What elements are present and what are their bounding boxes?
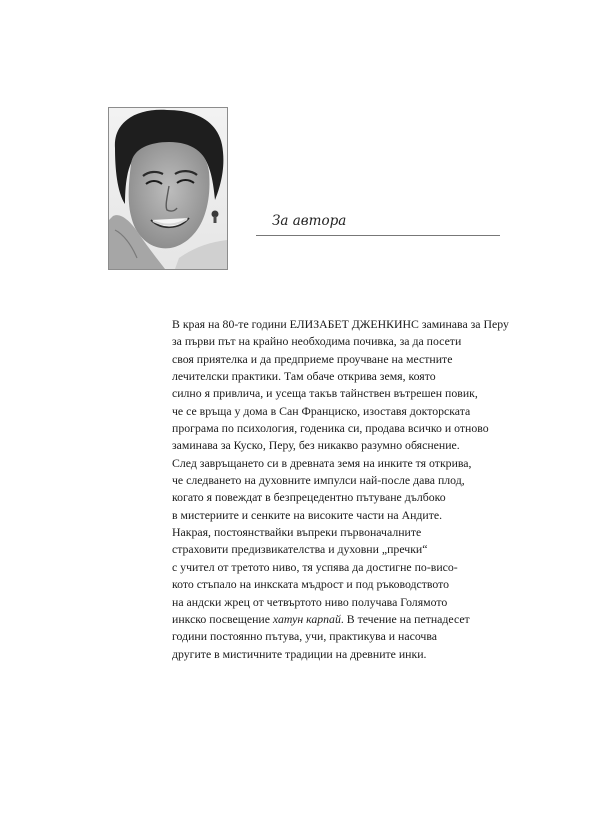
bio-line: След завръщането си в древната земя на инките тя открива,	[172, 455, 472, 470]
bio-line: лечителски практики. Там обаче открива земя, която	[172, 369, 436, 384]
bio-line: силно я привлича, и усеща такъв тайнствен вътрешен повик,	[172, 386, 478, 401]
author-photo	[108, 107, 228, 270]
bio-line: с учител от третото ниво, тя успява да достигне по-висо-	[172, 559, 458, 574]
initiation-term: хатун карпай	[272, 611, 341, 626]
bio-line: Накрая, постоянствайки въпреки първоначалните	[172, 525, 422, 540]
bio-line: когато я повеждат в безпрецедентно пътуване дълбоко	[172, 490, 446, 505]
bio-line	[172, 611, 512, 628]
section-title: За автора	[272, 213, 347, 229]
bio-line: своя приятелка и да предприеме проучване на местните	[172, 351, 453, 366]
author-bio	[172, 316, 512, 663]
bio-line: заминава за Куско, Перу, без никакво разумно обяснение.	[172, 438, 460, 453]
bio-line: В края на 80-те години ЕЛИЗАБЕТ ДЖЕНКИНС заминава за Перу	[172, 317, 509, 331]
bio-line: години постоянно пътува, учи, практикува и насочва	[172, 629, 437, 644]
bio-line: на андски жрец от четвъртото ниво получава Голямото	[172, 594, 448, 609]
title-divider	[256, 235, 500, 236]
bio-line: програма по психология, годеника си, продава всичко и отново	[172, 421, 489, 436]
bio-line: страховити предизвикателства и духовни „пречки“	[172, 542, 428, 557]
bio-line: за първи път на крайно необходима почивка, за да посети	[172, 334, 462, 349]
bio-line-suffix: . В течение на петнадесет	[340, 611, 470, 626]
bio-line: кото стъпало на инкската мъдрост и под ръководството	[172, 577, 450, 592]
bio-line-prefix: инкско посвещение	[172, 611, 273, 626]
bio-line: че следването на духовните импулси най-после дава плод,	[172, 473, 465, 488]
bio-line: че се връща у дома в Сан Франциско, изоставя докторската	[172, 403, 471, 418]
bio-line: другите в мистичните традиции на древните инки.	[172, 646, 427, 661]
bio-line: в мистериите и сенките на високите части на Андите.	[172, 507, 443, 522]
